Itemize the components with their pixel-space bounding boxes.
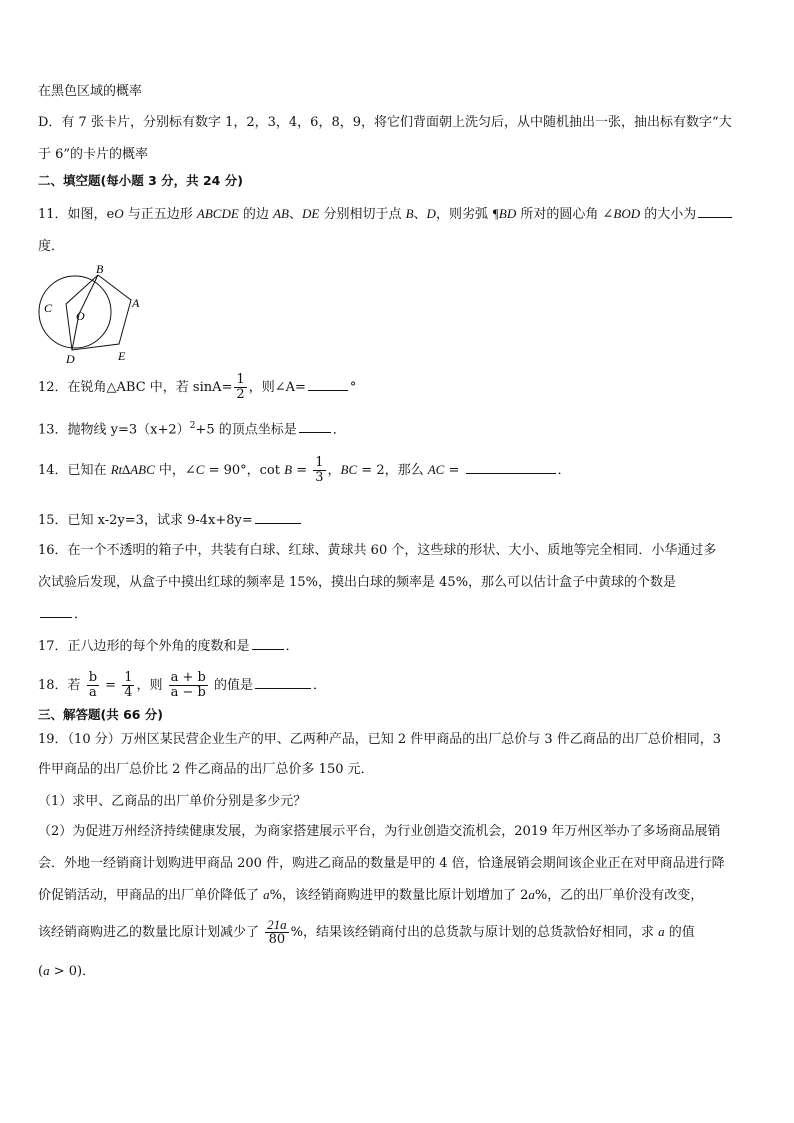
q19h-3: > 0)． [49,964,96,979]
answer-blank [698,204,732,218]
q14-bc: BC [340,462,358,477]
question-16-end [38,604,87,624]
question-19-cont: 件甲商品的出厂总价比 2 件乙商品的出厂总价多 150 元． [38,762,374,777]
label-c: C [44,301,53,315]
q11-t6: ，则劣弧 [435,207,493,222]
q14-text: 14．已知在 [38,463,111,478]
q12-num: 1 [236,372,245,387]
label-d: D [66,352,75,366]
question-16: 16．在一个不透明的箱子中，共装有白球、红球、黄球共 60 个，这些球的形状、大小、质地等完全相同．小华通过多 [38,543,717,558]
fraction [122,671,134,700]
label-b: B [96,262,104,276]
q11-text: 11．如图，e [38,207,115,222]
question-15 [38,510,303,530]
answer-blank [40,604,72,618]
q18-text: 18．若 [38,678,85,693]
q19f-a2: a [528,887,535,902]
q14-t5: = 2，那么 [357,463,428,478]
answer-blank [255,510,301,524]
q14-tri: Rt∆ABC [110,462,155,477]
fraction [169,671,208,700]
answer-blank [252,636,284,650]
q19f-5: %，乙的出厂单价没有改变， [534,888,704,903]
q11-t1: 与正五边形 [123,207,197,222]
label-a: A [132,296,140,310]
question-19-part2: （2）为促进万州经济持续健康发展，为商家搭建展示平台，为行业创造交流机会，2019 年万州区举办了多场商品展销 [38,824,721,839]
q11-t3: 、 [288,207,302,222]
q19f-3: %，该经销商购进甲的数量比原计划增加了 2 [269,888,529,903]
q14-num: 1 [315,455,324,470]
question-11-cont: 度． [38,239,65,254]
q19h-a: a [43,963,50,978]
q11-b: B [405,206,414,221]
section-fill-in: 二、填空题(每小题 3 分，共 24 分) [38,173,243,188]
q17-end: ． [285,639,299,654]
question-14 [38,456,571,485]
q11-bod: BOD [613,206,641,221]
question-19-part2-l5 [38,962,95,981]
q13-t2: +5 的顶点坐标是 [195,422,297,438]
q11-pent: ABCDE [196,206,239,221]
q11-t2: 的边 [238,207,274,222]
q11-t5: 、 [413,207,427,222]
q11-o: O [114,206,124,221]
label-e: E [118,349,126,363]
q19g-den: 80 [268,932,286,947]
q18-end: ． [312,678,326,693]
q14-t4: ， [327,463,341,478]
q19g-1: 该经销商购进乙的数量比原计划减少了 [38,925,264,940]
q14-ac: AC [427,462,445,477]
q18-n3: a + b [170,670,206,685]
q14-b: B [284,462,293,477]
q11-t8: 的大小为 [640,207,697,222]
q11-t7: 所对的圆心角 ∠ [516,207,614,222]
q19f-1: 价促销活动，甲商品的出厂单价降低了 [38,888,264,903]
question-17 [38,636,299,656]
q18-t2: ，则 [136,678,167,693]
question-19-part2-l2: 会．外地一经销商计划购进甲商品 200 件，购进乙商品的数量是甲的 4 倍，恰逢展销会期间该企业正在对甲商品进行降 [38,856,725,871]
q19g-4: 的值 [664,925,695,940]
fraction [234,373,246,402]
q18-d1: a [88,685,97,700]
q12-text: 12．在锐角△ABC 中，若 sinA= [38,380,233,395]
answer-blank [255,675,311,689]
label-o: O [76,309,85,323]
q11-arc: ¶BD [492,206,517,221]
question-13 [38,417,346,439]
q14-c: C [195,462,205,477]
circle-pentagon-figure [36,262,148,366]
question-19-part2-l3 [38,886,703,905]
q14-den: 3 [315,470,324,485]
q11-d: D [426,206,436,221]
q11-t4: 分别相切于点 [319,207,406,222]
question-19-part2-l4 [38,918,695,947]
q12-t2: ，则∠A= [248,380,306,395]
question-19: 19．（10 分）万州区某民营企业生产的甲、乙两种产品，已知 2 件甲商品的出厂总价与 3 件乙商品的出厂总价相同，3 [38,732,722,747]
q19h-1: ( [38,964,44,979]
line-option-d: D．有 7 张卡片，分别标有数字 1，2，3，4，6，8，9，将它们背面朝上洗匀后，从中随机抽出一张，抽出标有数字“大 [38,115,732,130]
q14-t3: = 90°，cot [204,463,285,478]
fraction [313,456,325,485]
q13-text: 13．抛物线 y=3（x+2） [38,422,190,438]
q18-t3: 的值是 [209,678,253,693]
question-19-part1: （1）求甲、乙商品的出厂单价分别是多少元？ [38,794,307,809]
q18-d3: a − b [170,685,206,700]
q19g-num: 21a [267,917,287,932]
q12-deg: ° [349,380,357,395]
q11-de: DE [301,206,320,221]
answer-blank [299,419,331,433]
q15-text: 15．已知 x-2y=3，试求 9-4x+8y= [38,513,253,528]
fraction [87,671,99,700]
q19g-a: a [658,924,665,939]
q13-sup: 2 [189,421,196,431]
answer-blank [466,460,556,474]
section-answers: 三、解答题(共 66 分) [38,707,164,722]
q14-t6: = [444,463,464,478]
q12-den: 2 [236,387,245,402]
question-11 [38,204,734,224]
q14-eq: = [292,463,312,478]
answer-blank [308,377,348,391]
q19g-2: %，结果该经销商付出的总货款与原计划的总货款恰好相同，求 [290,925,659,940]
question-16-cont: 次试验后发现，从盒子中摸出红球的频率是 15%，摸出白球的频率是 45%，那么可以估计盒子中黄球的个数是 [38,575,677,590]
q16-end: ． [74,607,88,622]
q14-end: ． [557,463,571,478]
q18-d2: 4 [124,685,133,700]
q14-t2: 中，∠ [154,463,196,478]
q19f-a: a [263,887,270,902]
question-18 [38,671,326,700]
q17-text: 17．正八边形的每个外角的度数和是 [38,639,250,654]
q13-end: ． [332,422,346,438]
q18-n1: b [88,670,98,685]
line-1: 在黑色区域的概率 [38,84,143,99]
question-12 [38,373,356,402]
q18-n2: 1 [124,670,133,685]
q18-eq: = [101,678,121,693]
fraction [265,918,289,947]
q11-ab: AB [273,206,289,221]
line-option-d-cont: 于 6”的卡片的概率 [38,147,149,162]
